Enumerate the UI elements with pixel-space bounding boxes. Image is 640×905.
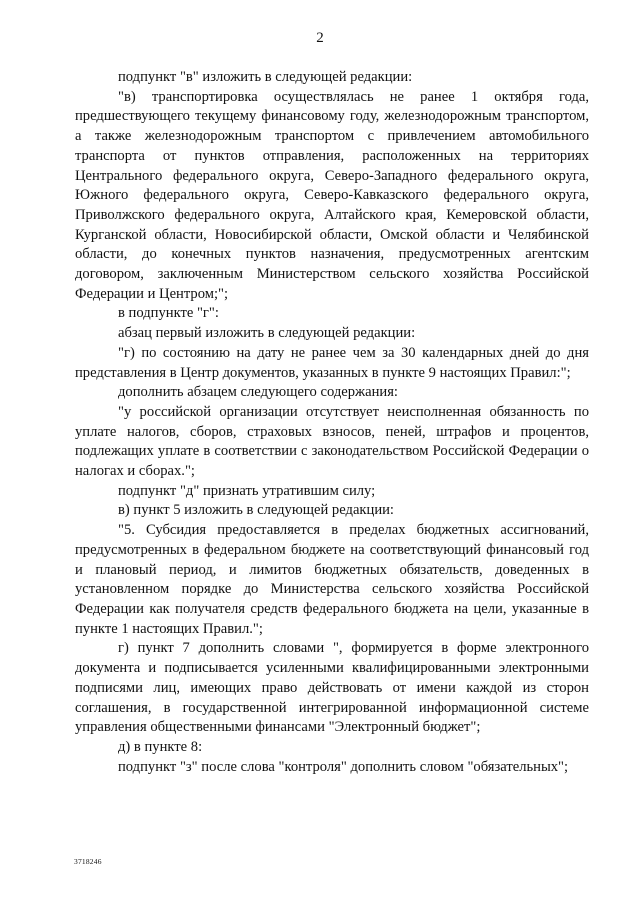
document-code: 3718246 [74,857,102,866]
document-body [75,68,589,777]
paragraph: подпункт "д" признать утратившим силу; [118,482,376,499]
paragraph: в) пункт 5 изложить в следующей редакции: [118,502,394,519]
paragraph: дополнить абзацем следующего содержания: [118,384,398,401]
paragraph: подпункт "з" после слова "контроля" дополнить словом "обязательных"; [118,758,569,775]
paragraph: в подпункте "г": [118,305,219,322]
paragraph: г) пункт 7 дополнить словами ", формируется в форме электронного документа и подписывается усиленными квалифицированными электронными подписями лиц, имеющих право действовать от имени каждой из сторон соглашения, в государственной интегрированной информационной системе управления общественными финансами "Электронный бюджет"; [75,640,589,736]
paragraph: "в) транспортировка осуществлялась не ранее 1 октября года, предшествующего текущему финансовому году, железнодорожным транспортом, а также железнодорожным транспортом с привлечением автомобильного транспорта от пунктов отправления, расположенных на территориях Центрального федерального округа, Северо-Западного федерального округа, Южного федерального округа, Северо-Кавказского федерального округа, Приволжского федерального округа, Алтайского края, Кемеровской области, Курганской области, Новосибирской области, Омской области и Челябинской области, до конечных пунктов назначения, предусмотренных агентским договором, заключенным Министерством сельского хозяйства Российской Федерации и Центром;"; [75,88,589,302]
page-number: 2 [316,30,324,46]
paragraph: "г) по состоянию на дату не ранее чем за 30 календарных дней до дня представления в Центр документов, указанных в пункте 9 настоящих Правил:"; [75,344,589,381]
paragraph: "5. Субсидия предоставляется в пределах бюджетных ассигнований, предусмотренных в федеральном бюджете на соответствующий финансовый год и плановый период, и лимитов бюджетных обязательств, доведенных в установленном порядке до Министерства сельского хозяйства Российской Федерации как получателя средств федерального бюджета на цели, указанные в пункте 1 настоящих Правил."; [75,522,589,637]
paragraph: д) в пункте 8: [118,738,203,755]
paragraph: абзац первый изложить в следующей редакции: [118,325,416,342]
paragraph: подпункт "в" изложить в следующей редакции: [118,69,413,85]
paragraph: "у российской организации отсутствует неисполненная обязанность по уплате налогов, сборов, страховых взносов, пеней, штрафов и процентов, подлежащих уплате в соответствии с законодательством Российской Федерации о налогах и сборах."; [75,403,589,480]
